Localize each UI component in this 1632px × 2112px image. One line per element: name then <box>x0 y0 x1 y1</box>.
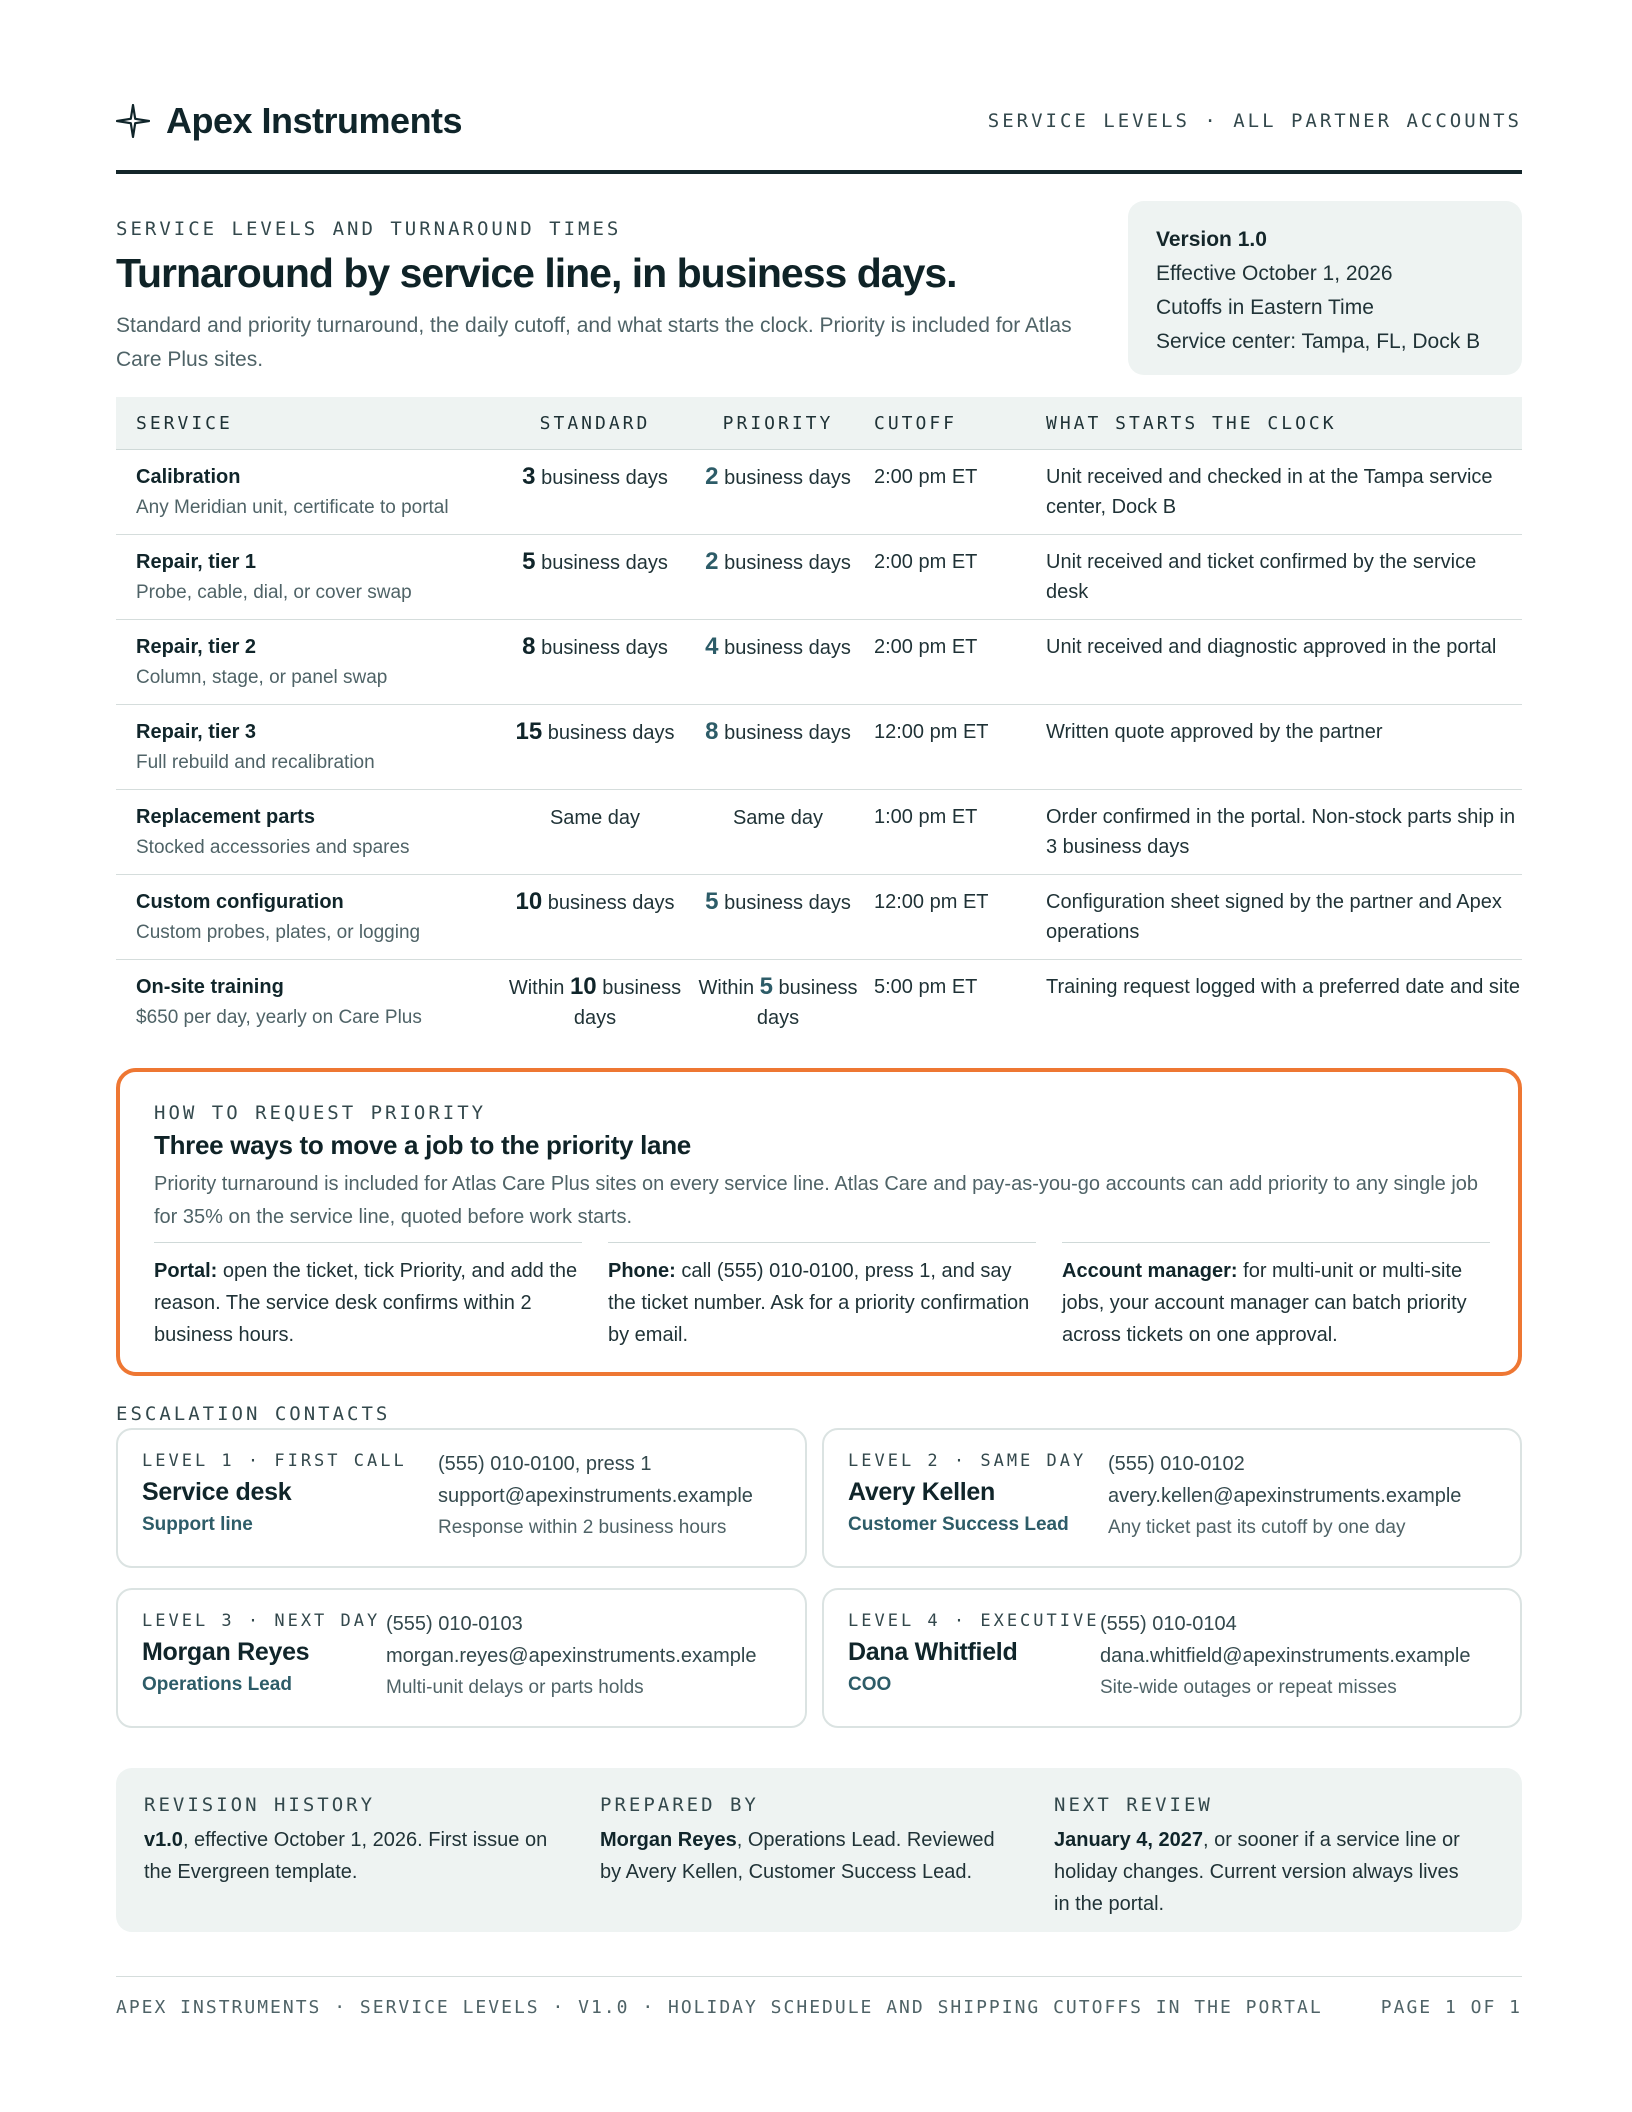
service-description: Column, stage, or panel swap <box>136 667 388 688</box>
standard-unit: business days <box>542 722 675 744</box>
table-body <box>116 450 1522 1045</box>
table-row <box>116 960 1522 1045</box>
header-standard: STANDARD <box>539 412 651 434</box>
cell-service <box>116 462 502 534</box>
table-header <box>116 397 1522 450</box>
cell-cutoff: 2:00 pm ET <box>874 466 978 488</box>
escalation-level: LEVEL 2 · SAME DAY <box>848 1451 1087 1471</box>
cell-priority <box>688 802 868 874</box>
escalation-role: Support line <box>142 1514 253 1535</box>
method-text: for multi-unit or multi-site jobs, your account manager can batch priority across tickets on one approval. <box>1062 1260 1467 1346</box>
escalation-name: Morgan Reyes <box>142 1638 310 1666</box>
revision-history <box>144 1790 554 1888</box>
service-description: $650 per day, yearly on Care Plus <box>136 1007 422 1028</box>
cell-priority <box>688 632 868 704</box>
method-text: open the ticket, tick Priority, and add the reason. The service desk confirms within 2 business hours. <box>154 1260 578 1346</box>
standard-unit: business days <box>535 467 668 489</box>
version-title: Version 1.0 <box>1156 228 1267 251</box>
cell-priority <box>688 717 868 789</box>
service-name: Repair, tier 1 <box>136 551 257 573</box>
cell-standard <box>502 717 688 789</box>
cell-standard <box>502 887 688 959</box>
revision-detail: , effective October 1, 2026. First issue on the Evergreen template. <box>144 1829 548 1883</box>
escalation-phone[interactable]: (555) 010-0102 <box>1108 1453 1245 1475</box>
escalation-card-level-2 <box>822 1428 1522 1568</box>
prepared-by <box>600 1790 1010 1888</box>
escalation-card-level-3 <box>116 1588 807 1728</box>
service-name: Repair, tier 3 <box>136 721 257 743</box>
standard-days: 5 <box>522 548 536 575</box>
priority-days: 2 <box>705 463 719 490</box>
cell-clock-start: Unit received and diagnostic approved in the portal <box>1046 636 1497 658</box>
cell-standard <box>502 632 688 704</box>
service-name: Repair, tier 2 <box>136 636 257 658</box>
version-effective: Effective October 1, 2026 <box>1156 262 1393 285</box>
prepared-detail: , Operations Lead. Reviewed by Avery Kellen, Customer Success Lead. <box>600 1829 995 1883</box>
cell-service <box>116 887 502 959</box>
cell-cutoff: 2:00 pm ET <box>874 636 978 658</box>
service-name: Calibration <box>136 466 241 488</box>
priority-unit: business days <box>718 467 851 489</box>
escalation-eyebrow: ESCALATION CONTACTS <box>116 1403 391 1425</box>
cell-cutoff: 12:00 pm ET <box>874 891 989 913</box>
cell-cutoff: 1:00 pm ET <box>874 806 978 828</box>
service-description: Any Meridian unit, certificate to portal <box>136 497 449 518</box>
method-label: Portal: <box>154 1260 218 1282</box>
escalation-card-level-4 <box>822 1588 1522 1728</box>
cell-standard <box>502 802 688 874</box>
method-label: Phone: <box>608 1260 676 1282</box>
standard-days: 15 <box>515 718 543 745</box>
cell-standard <box>502 547 688 619</box>
service-description: Full rebuild and recalibration <box>136 752 375 773</box>
standard-unit: business days <box>573 977 682 1029</box>
cell-priority <box>688 462 868 534</box>
priority-days: 5 <box>759 973 773 1000</box>
header-tagline: SERVICE LEVELS · ALL PARTNER ACCOUNTS <box>987 110 1522 132</box>
priority-method-portal <box>154 1242 582 1351</box>
escalation-email[interactable]: morgan.reyes@apexinstruments.example <box>386 1645 757 1667</box>
cell-clock-start: Configuration sheet signed by the partner and Apex operations <box>1046 891 1502 943</box>
cell-priority <box>688 547 868 619</box>
cell-standard <box>502 972 688 1045</box>
priority-unit: business days <box>718 637 851 659</box>
escalation-name: Service desk <box>142 1478 292 1506</box>
standard-days: 8 <box>522 633 536 660</box>
cell-priority <box>688 887 868 959</box>
brand <box>116 96 462 146</box>
page-header <box>116 96 1522 174</box>
priority-methods <box>154 1242 1490 1351</box>
priority-prefix: Same day <box>732 807 824 829</box>
table-row <box>116 535 1522 620</box>
method-label: Account manager: <box>1062 1260 1238 1282</box>
escalation-note: Response within 2 business hours <box>438 1517 727 1538</box>
standard-days: 10 <box>569 973 597 1000</box>
service-description: Stocked accessories and spares <box>136 837 410 858</box>
review-detail: , or sooner if a service line or holiday changes. Current version always lives in the portal. <box>1054 1829 1460 1915</box>
prepared-bold: Morgan Reyes <box>600 1829 737 1851</box>
cell-clock-start: Order confirmed in the portal. Non-stock parts ship in 3 business days <box>1046 806 1516 858</box>
table-row <box>116 790 1522 875</box>
priority-days: 5 <box>705 888 719 915</box>
escalation-email[interactable]: support@apexinstruments.example <box>438 1485 753 1507</box>
cell-clock-start: Unit received and ticket confirmed by the service desk <box>1046 551 1477 603</box>
next-review <box>1054 1790 1464 1920</box>
standard-unit: business days <box>535 637 668 659</box>
escalation-phone[interactable]: (555) 010-0100, press 1 <box>438 1453 652 1475</box>
method-text: call (555) 010-0100, press 1, and say the ticket number. Ask for a priority confirmation by email. <box>608 1260 1030 1346</box>
cell-standard <box>502 462 688 534</box>
turnaround-table <box>116 397 1522 1045</box>
service-name: Replacement parts <box>136 806 315 828</box>
escalation-role: COO <box>848 1674 892 1695</box>
service-description: Probe, cable, dial, or cover swap <box>136 582 412 603</box>
escalation-phone[interactable]: (555) 010-0104 <box>1100 1613 1237 1635</box>
standard-prefix: Same day <box>549 807 641 829</box>
prepared-eyebrow: PREPARED BY <box>600 1794 759 1816</box>
standard-prefix: Within <box>508 977 570 999</box>
brand-name: Apex Instruments <box>166 100 463 141</box>
escalation-role: Operations Lead <box>142 1674 292 1695</box>
standard-days: 10 <box>515 888 543 915</box>
escalation-phone[interactable]: (555) 010-0103 <box>386 1613 523 1635</box>
escalation-name: Dana Whitfield <box>848 1638 1018 1666</box>
priority-method-phone <box>608 1242 1036 1351</box>
priority-eyebrow: HOW TO REQUEST PRIORITY <box>154 1102 487 1124</box>
escalation-role: Customer Success Lead <box>848 1514 1069 1535</box>
cell-cutoff: 5:00 pm ET <box>874 976 978 998</box>
version-service-center: Service center: Tampa, FL, Dock B <box>1156 330 1481 353</box>
priority-method-account-manager <box>1062 1242 1490 1351</box>
cell-service <box>116 632 502 704</box>
escalation-email[interactable]: avery.kellen@apexinstruments.example <box>1108 1485 1462 1507</box>
table-row <box>116 620 1522 705</box>
escalation-name: Avery Kellen <box>848 1478 995 1506</box>
revision-eyebrow: REVISION HISTORY <box>144 1794 376 1816</box>
page-number: PAGE 1 OF 1 <box>1380 1997 1522 2018</box>
intro-text: Standard and priority turnaround, the daily cutoff, and what starts the clock. Priority is included for Atlas Care Plus sites. <box>116 314 1072 371</box>
escalation-note: Multi-unit delays or parts holds <box>386 1677 644 1698</box>
priority-title: Three ways to move a job to the priority lane <box>154 1130 691 1160</box>
standard-unit: business days <box>542 892 675 914</box>
cell-clock-start: Written quote approved by the partner <box>1046 721 1383 743</box>
priority-unit: business days <box>756 977 858 1029</box>
version-box <box>1128 201 1522 375</box>
priority-days: 8 <box>705 718 719 745</box>
header-service: SERVICE <box>136 412 233 434</box>
priority-text: Priority turnaround is included for Atlas Care Plus sites on every service line. Atlas Care and pay-as-you-go accounts can add priority to any single job for 35% on the service line, quoted before work starts. <box>154 1173 1479 1228</box>
standard-unit: business days <box>535 552 668 574</box>
service-description: Custom probes, plates, or logging <box>136 922 421 943</box>
escalation-email[interactable]: dana.whitfield@apexinstruments.example <box>1100 1645 1471 1667</box>
cell-service <box>116 547 502 619</box>
priority-unit: business days <box>718 552 851 574</box>
document-info-box <box>116 1768 1522 1932</box>
page-title: Turnaround by service line, in business days. <box>116 250 957 296</box>
page-footer <box>116 1976 1522 2018</box>
escalation-note: Any ticket past its cutoff by one day <box>1108 1517 1406 1538</box>
cell-cutoff: 12:00 pm ET <box>874 721 989 743</box>
table-row <box>116 450 1522 535</box>
priority-days: 2 <box>705 548 719 575</box>
header-priority: PRIORITY <box>722 412 834 434</box>
cell-clock-start: Training request logged with a preferred date and site <box>1046 976 1520 998</box>
standard-days: 3 <box>522 463 536 490</box>
cell-clock-start: Unit received and checked in at the Tampa service center, Dock B <box>1046 466 1493 518</box>
cell-cutoff: 2:00 pm ET <box>874 551 978 573</box>
footer-text: APEX INSTRUMENTS · SERVICE LEVELS · V1.0 · HOLIDAY SCHEDULE AND SHIPPING CUTOFFS IN THE PORTAL <box>116 1997 1323 2018</box>
priority-days: 4 <box>705 633 719 660</box>
prepared-text <box>600 1824 1010 1888</box>
escalation-level: LEVEL 1 · FIRST CALL <box>142 1451 407 1471</box>
priority-prefix: Within <box>698 977 760 999</box>
revision-bold: v1.0 <box>144 1829 183 1851</box>
review-text <box>1054 1824 1464 1920</box>
service-name: Custom configuration <box>136 891 344 913</box>
escalation-level: LEVEL 3 · NEXT DAY <box>142 1611 381 1631</box>
escalation-note: Site-wide outages or repeat misses <box>1100 1677 1397 1698</box>
review-eyebrow: NEXT REVIEW <box>1054 1794 1213 1816</box>
cell-priority <box>688 972 868 1045</box>
intro-eyebrow: SERVICE LEVELS AND TURNAROUND TIMES <box>116 218 622 240</box>
cell-service <box>116 972 502 1045</box>
priority-unit: business days <box>718 722 851 744</box>
table-row <box>116 705 1522 790</box>
revision-text <box>144 1824 554 1888</box>
four-point-star-icon <box>116 104 150 138</box>
table-row <box>116 875 1522 960</box>
service-name: On-site training <box>136 976 284 998</box>
cell-service <box>116 802 502 874</box>
priority-box <box>116 1068 1522 1376</box>
escalation-level: LEVEL 4 · EXECUTIVE <box>848 1611 1100 1631</box>
priority-unit: business days <box>718 892 851 914</box>
review-bold: January 4, 2027 <box>1054 1829 1203 1851</box>
escalation-card-level-1 <box>116 1428 807 1568</box>
version-cutoffs: Cutoffs in Eastern Time <box>1156 296 1374 319</box>
header-clock: WHAT STARTS THE CLOCK <box>1046 412 1337 434</box>
cell-service <box>116 717 502 789</box>
header-cutoff: CUTOFF <box>874 412 958 434</box>
